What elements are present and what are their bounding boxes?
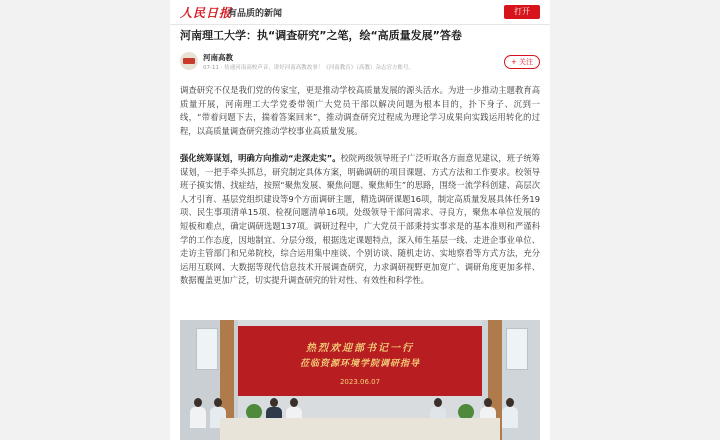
- follow-button[interactable]: + 关注: [504, 55, 540, 69]
- author-avatar[interactable]: [180, 52, 198, 70]
- banner-date: 2023.06.07: [339, 378, 381, 386]
- photo-window-left: [196, 328, 218, 370]
- author-meta: 07-11 · 传递河南高校声音，讲好河南高教故事！《河南教育》（高教）杂志官方账号。: [203, 65, 414, 71]
- photo-conference-table: [220, 418, 500, 440]
- open-app-button[interactable]: 打开: [504, 5, 540, 19]
- photo-window-right: [506, 328, 528, 370]
- article-column: [170, 0, 550, 440]
- article-paragraph-2: [180, 152, 540, 288]
- article-paragraph-1: 调查研究不仅是我们党的传家宝，更是推动学校高质量发展的源头活水。为进一步推动主题教育高质量开展，河南理工大学党委带领广大党员干部以解决问题为根本目的，扑下身子、沉到一线，“带着问题下去，揣着答案回来”，推动调查研究过程成为理论学习成果向实践运用转化的过程，以高质量调查研究推动学校事业高质量发展。: [180, 85, 540, 136]
- author-name[interactable]: 河南高教: [203, 53, 233, 62]
- header-slogan: 有品质的新闻: [228, 9, 283, 19]
- avatar-image: [183, 58, 195, 64]
- banner-line-1: 热烈欢迎部书记一行: [306, 343, 414, 354]
- photo-person: [502, 398, 518, 428]
- article-photo[interactable]: [180, 320, 540, 440]
- people-daily-logo[interactable]: 人民日报: [180, 6, 233, 20]
- top-bar: [170, 0, 550, 25]
- photo-person: [190, 398, 206, 428]
- banner-line-2: 莅临资源环境学院调研指导: [299, 359, 420, 369]
- welcome-banner: [238, 326, 482, 396]
- paragraph-2-lead: 强化统筹谋划，明确方向推动“走深走实”。: [180, 153, 341, 163]
- article-title: 河南理工大学：执“调查研究”之笔，绘“高质量发展”答卷: [180, 29, 462, 42]
- paragraph-2-body: 校院两级领导班子广泛听取各方面意见建议，班子统筹谋划，一把手牵头抓总，研究制定具体方案，明确调研的项目课题、方式方法和工作要求。校领导班子摸实情、找症结，按照“聚焦发展、聚焦问题、聚焦师生”的思路，围绕一流学科创建、高层次人才引育、基层党组织建设等9个方面调研主题，精选调研课题16项，制定高质量发展具体任务19项、民生事项清单15项、检视问题清单16项。处级领导干部问需求、寻良方，聚焦本单位发展的短板和难点，确定调研选题137项。调研过程中，广大党员干部秉持实事求是的基本准则和严谨科学的工作态度，因地制宜、分层分级，根据选定课题特点，深入师生基层一线、走进企事业单位、走访主管部门和兄弟院校，综合运用集中座谈、个别访谈、随机走访、实地察看等方式方法，充分运用互联网、大数据等现代信息技术开展调查研究，力求调研视野更加宽广、调研角度更加多样、数据覆盖更加广泛，切实提升调查研究的针对性、有效性和科学性。: [180, 153, 540, 286]
